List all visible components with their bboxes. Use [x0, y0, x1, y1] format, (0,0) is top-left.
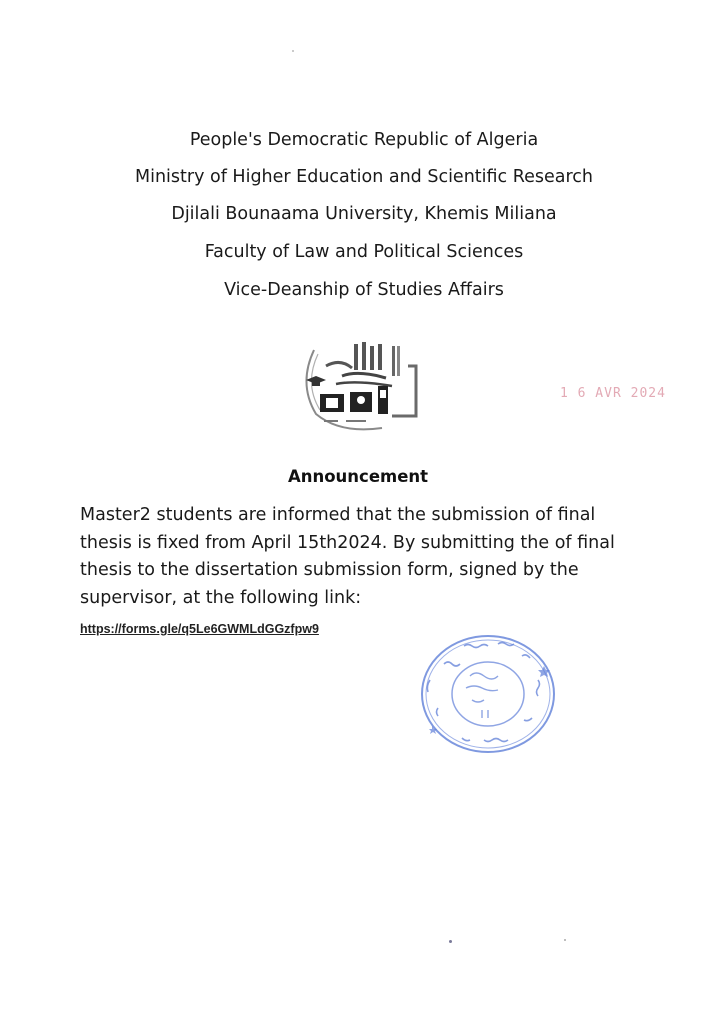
header-ministry: Ministry of Higher Education and Scientific Research: [134, 167, 593, 187]
body-line: supervisor, at the following link:: [80, 587, 362, 608]
body-line: Master2 students are informed that the submission of final: [80, 505, 596, 525]
official-seal-stamp: [414, 630, 562, 758]
announcement-body: [80, 502, 680, 612]
received-date-stamp: 1 6 AVR 2024: [560, 386, 666, 401]
header-university: Djilali Bounaama University, Khemis Miliana: [171, 204, 557, 224]
scan-speck: [292, 50, 294, 52]
submission-form-link[interactable]: https://forms.gle/q5Le6GWMLdGGzfpw9: [80, 622, 319, 636]
university-logo: [296, 336, 426, 432]
body-line: thesis to the dissertation submission form, signed by the: [80, 560, 579, 580]
announcement-title: Announcement: [287, 467, 429, 486]
header-deanship: Vice-Deanship of Studies Affairs: [224, 280, 504, 300]
scan-speck: [564, 939, 566, 941]
header-country: People's Democratic Republic of Algeria: [189, 130, 539, 150]
header-faculty: Faculty of Law and Political Sciences: [204, 242, 524, 262]
scan-speck: [449, 940, 452, 943]
body-line: thesis is fixed from April 15th2024. By submitting the of final: [80, 532, 615, 553]
